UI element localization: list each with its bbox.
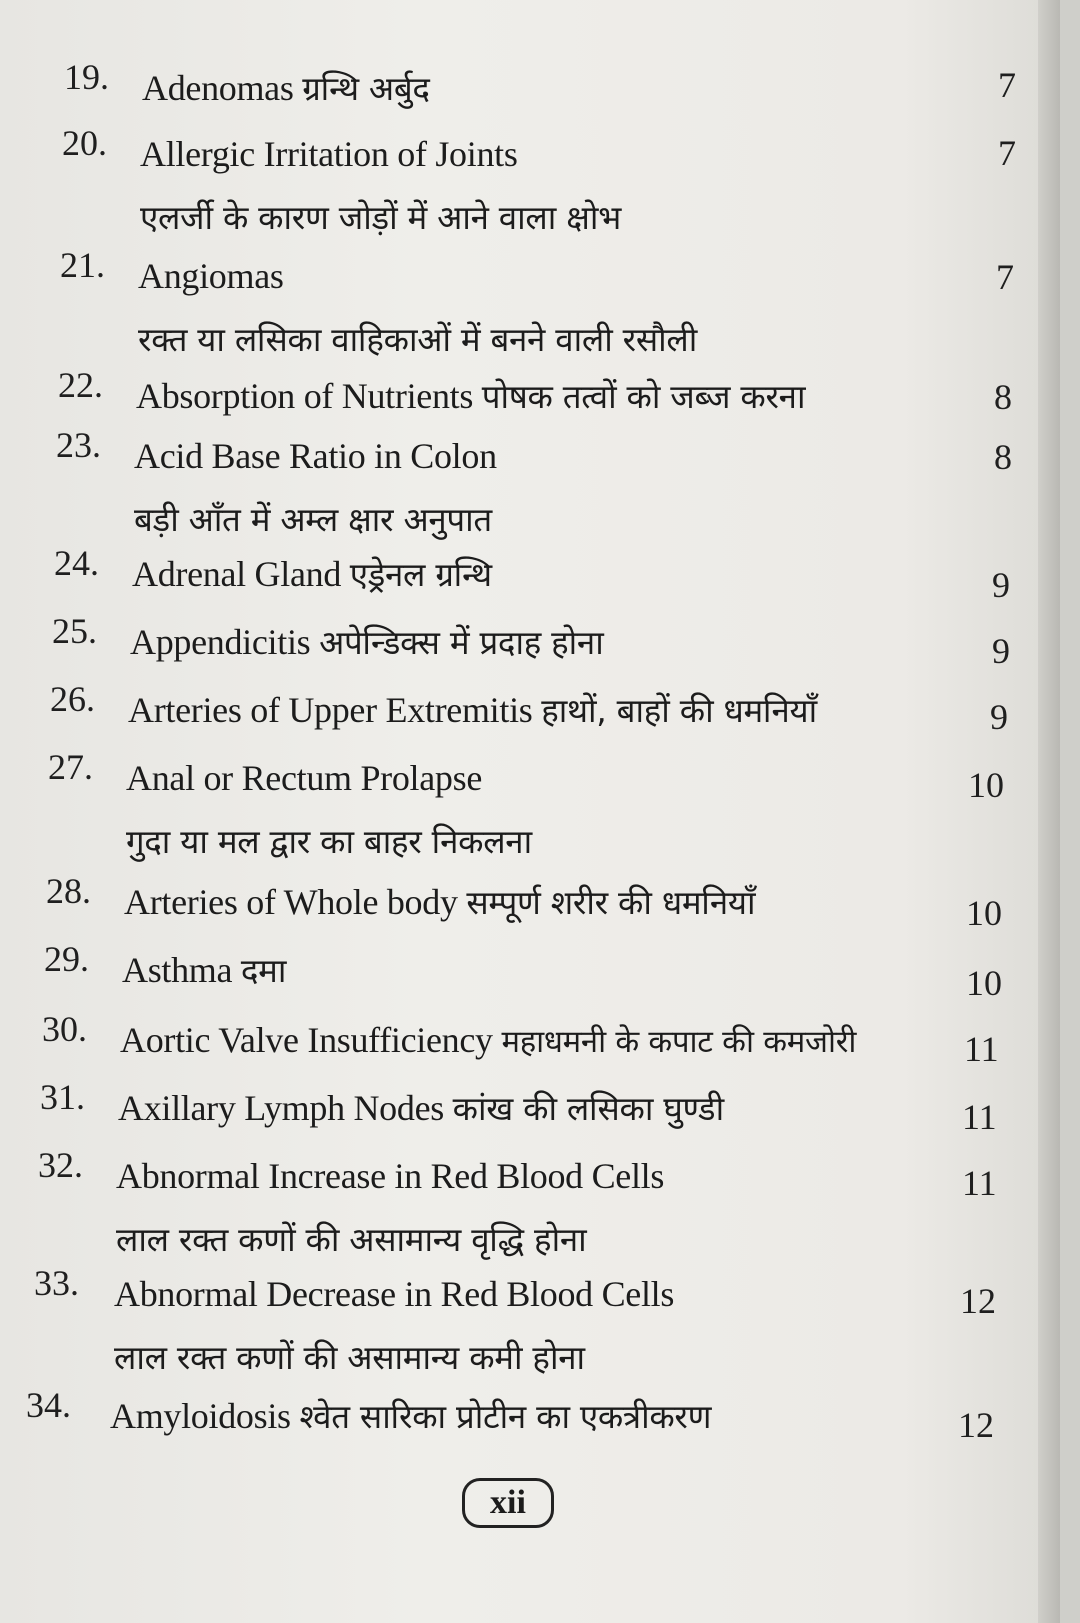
entry-title-en: Anal or Rectum Prolapse [126,758,483,798]
entry-title-en: Asthma [122,950,233,990]
entry-title-hi: ग्रन्थि अर्बुद [302,69,430,108]
entry-page-number: 9 [992,565,1010,605]
entry-page-number: 9 [990,697,1008,737]
entry-title-en: Axillary Lymph Nodes [118,1088,444,1128]
entry-number: 30. [42,1009,87,1049]
entry-number: 23. [56,425,101,465]
entry-title-hi: गुदा या मल द्वार का बाहर निकलना [126,822,532,861]
entry-number: 32. [38,1145,83,1185]
entry-title-hi: बड़ी आँत में अम्ल क्षार अनुपात [134,500,492,539]
entry-title-en: Adrenal Gland [132,554,342,594]
entry-title-hi: एड्रेनल ग्रन्थि [349,555,492,594]
entry-text [136,364,805,428]
entry-title-hi: श्वेत सारिका प्रोटीन का एकत्रीकरण [299,1397,712,1436]
entry-text [134,424,497,552]
entry-text [142,56,430,120]
entry-text [120,1008,856,1072]
entry-page-number: 7 [998,133,1016,173]
entry-title-en: Arteries of Whole body [124,882,458,922]
entry-number: 33. [34,1263,79,1303]
entry-text [132,542,492,606]
entry-title-hi: दमा [240,951,287,990]
entry-title-en: Aortic Valve Insufficiency [120,1020,493,1060]
entry-page-number: 9 [992,631,1010,671]
entry-text [138,244,697,372]
entry-title-en: Angiomas [138,256,284,296]
entry-page-number: 10 [966,893,1002,933]
entry-number: 20. [62,123,107,163]
entry-number: 34. [26,1385,71,1425]
entry-title-hi: सम्पूर्ण शरीर की धमनियाँ [466,883,756,922]
entry-page-number: 7 [996,257,1014,297]
entry-page-number: 10 [966,963,1002,1003]
entry-title-hi: रक्त या लसिका वाहिकाओं में बनने वाली रसौली [138,320,698,359]
entry-number: 29. [44,939,89,979]
entry-page-number: 7 [998,65,1016,105]
entry-number: 19. [64,57,109,97]
entry-title-en: Acid Base Ratio in Colon [134,436,497,476]
entry-text [122,938,286,1002]
entry-number: 21. [60,245,105,285]
entry-title-hi: लाल रक्त कणों की असामान्य कमी होना [114,1338,585,1377]
entry-page-number: 12 [960,1281,996,1321]
entry-number: 22. [58,365,103,405]
entry-text [118,1076,724,1140]
entry-text [124,870,755,934]
entry-title-hi: हाथों, बाहों की धमनियाँ [541,691,817,730]
entry-title-en: Adenomas [142,68,294,108]
entry-page-number: 8 [994,377,1012,417]
entry-text [116,1144,664,1272]
entry-title-en: Allergic Irritation of Joints [140,134,518,174]
entry-title-en: Absorption of Nutrients [136,376,474,416]
entry-title-hi: लाल रक्त कणों की असामान्य वृद्धि होना [116,1220,587,1259]
page-folio: xii [462,1478,554,1528]
entry-text [140,122,621,250]
entry-title-en: Amyloidosis [110,1396,291,1436]
entry-title-hi: कांख की लसिका घुण्डी [452,1089,724,1128]
entry-title-en: Appendicitis [130,622,311,662]
entry-title-hi: एलर्जी के कारण जोड़ों में आने वाला क्षोभ [140,198,622,237]
entry-number: 26. [50,679,95,719]
entry-number: 28. [46,871,91,911]
entry-text [128,678,817,742]
entry-number: 24. [54,543,99,583]
entry-page-number: 8 [994,437,1012,477]
entry-title-hi: महाधमनी के कपाट की कमजोरी [501,1024,857,1060]
entry-text [110,1384,711,1448]
entry-number: 25. [52,611,97,651]
entry-page-number: 12 [958,1405,994,1445]
entry-page-number: 10 [968,765,1004,805]
entry-title-hi: अपेन्डिक्स में प्रदाह होना [319,623,604,662]
entry-page-number: 11 [962,1163,997,1203]
entry-title-hi: पोषक तत्वों को जब्ज करना [481,377,806,416]
entry-title-en: Arteries of Upper Extremitis [128,690,533,730]
entry-page-number: 11 [964,1029,999,1069]
entry-title-en: Abnormal Decrease in Red Blood Cells [114,1274,675,1314]
entry-text [130,610,603,674]
entry-page-number: 11 [962,1097,997,1137]
page-edge [1038,0,1060,1623]
entry-text [126,746,532,874]
entry-text [114,1262,674,1390]
entry-number: 31. [40,1077,85,1117]
entry-number: 27. [48,747,93,787]
entry-title-en: Abnormal Increase in Red Blood Cells [116,1156,665,1196]
